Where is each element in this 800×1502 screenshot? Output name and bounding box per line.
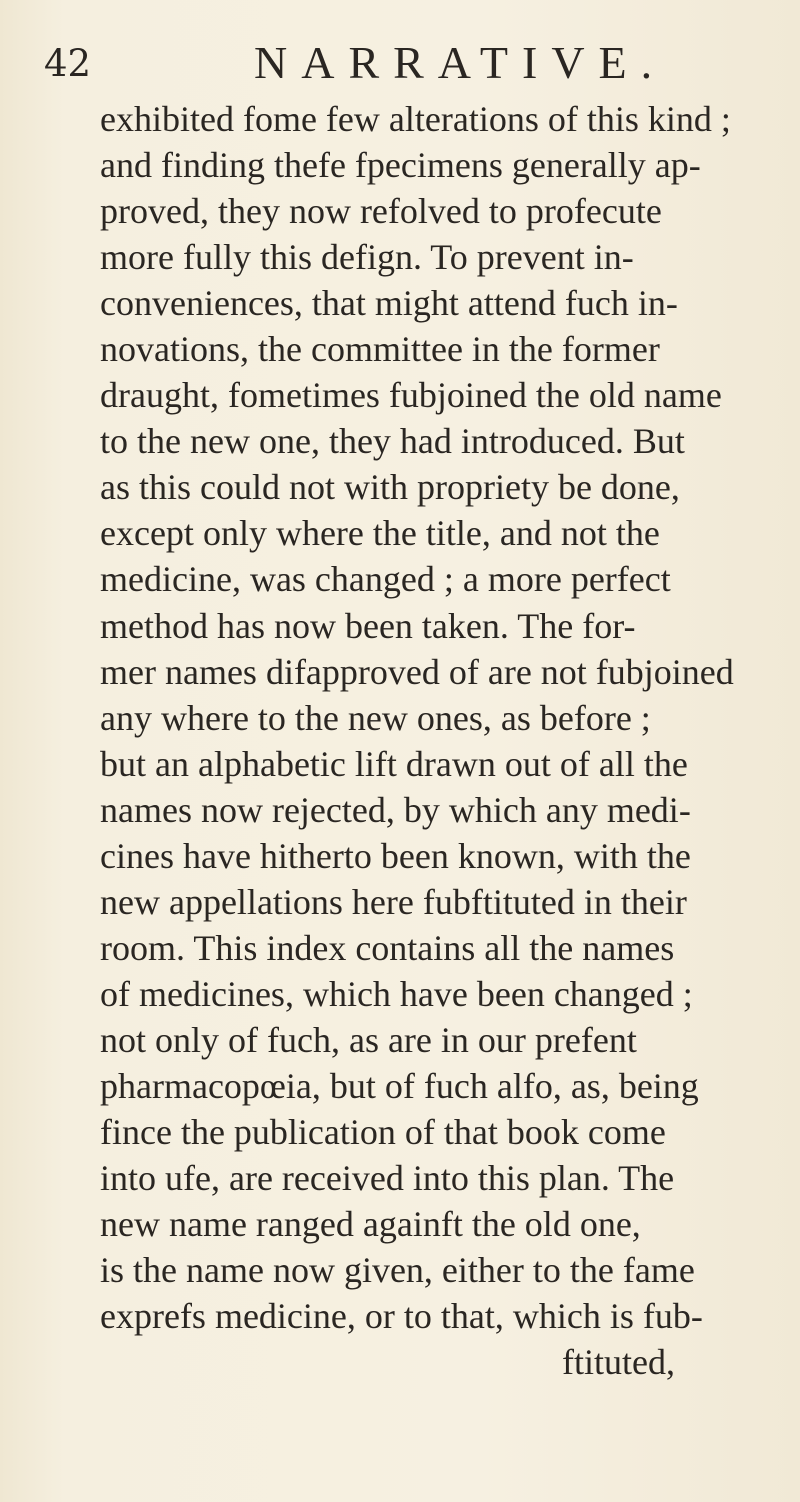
text-line: exhibited fome few alterations of this kind ; bbox=[100, 99, 731, 139]
text-line: ftituted, bbox=[562, 1342, 675, 1383]
text-line: pharmacopœia, but of fuch alfo, as, being bbox=[100, 1065, 699, 1106]
text-line: to the new one, they had introduced. But bbox=[100, 421, 685, 462]
text-line: method has now been taken. The for- bbox=[100, 605, 636, 646]
text-line: and finding thefe fpecimens generally ap- bbox=[100, 145, 701, 186]
text-line: novations, the committee in the former bbox=[100, 329, 660, 370]
text-line: into ufe, are received into this plan. The bbox=[100, 1158, 675, 1199]
page-header bbox=[44, 34, 744, 94]
text-line: fince the publication of that book come bbox=[100, 1112, 666, 1153]
running-head: NARRATIVE. bbox=[254, 37, 667, 88]
text-line: draught, fometimes fubjoined the old name bbox=[100, 375, 722, 416]
text-line: as this could not with propriety be done, bbox=[100, 467, 680, 508]
text-line: any where to the new ones, as before ; bbox=[100, 697, 651, 738]
text-line: except only where the title, and not the bbox=[100, 513, 660, 554]
text-line: names now rejected, by which any medi- bbox=[100, 789, 691, 830]
text-line: medicine, was changed ; a more perfect bbox=[100, 559, 671, 600]
text-line: of medicines, which have been changed ; bbox=[100, 973, 693, 1014]
text-line: conveniences, that might attend fuch in- bbox=[100, 283, 678, 324]
text-line: not only of fuch, as are in our prefent bbox=[100, 1019, 637, 1060]
text-line: but an alphabetic lift drawn out of all the bbox=[100, 743, 688, 784]
text-line: exprefs medicine, or to that, which is fub- bbox=[100, 1296, 703, 1337]
text-line: mer names difapproved of are not fubjoined bbox=[100, 651, 734, 692]
text-line: new appellations here fubftituted in their bbox=[100, 881, 687, 922]
body-text bbox=[100, 96, 800, 1385]
text-line: is the name now given, either to the fame bbox=[100, 1250, 695, 1291]
text-line: cines have hitherto been known, with the bbox=[100, 835, 691, 876]
text-line: new name ranged againft the old one, bbox=[100, 1204, 641, 1245]
page-number: 42 bbox=[44, 42, 92, 85]
text-line: proved, they now refolved to profecute bbox=[100, 191, 662, 232]
text-line: room. This index contains all the names bbox=[100, 927, 675, 968]
text-line: more fully this defign. To prevent in- bbox=[100, 237, 634, 278]
